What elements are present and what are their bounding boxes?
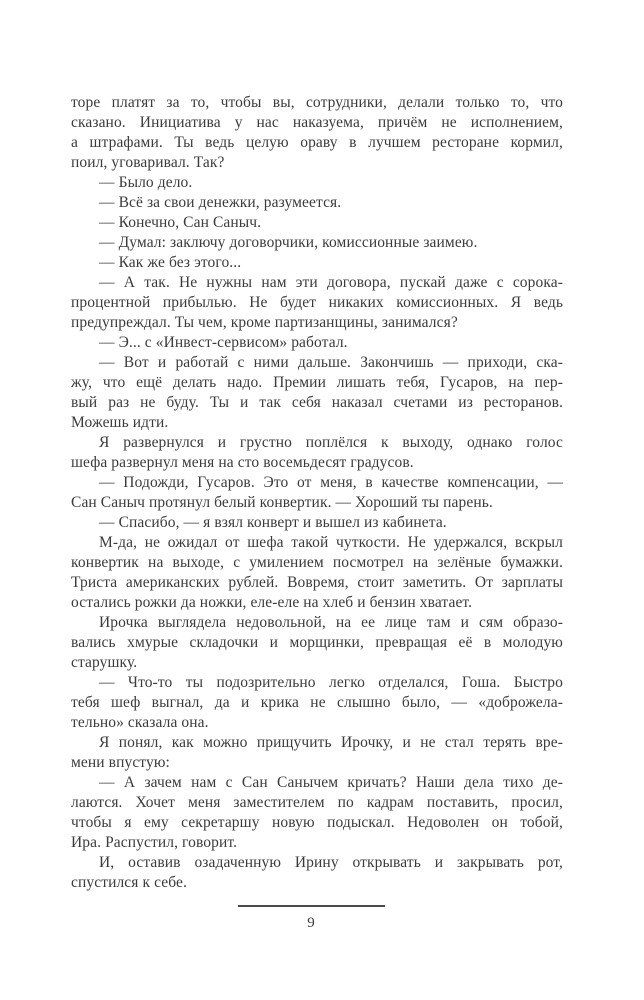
- text-line: вались хмурые складочки и морщинки, превращая её в молодую: [71, 634, 563, 651]
- text-line: Сан Саныч протянул белый конвертик. — Хороший ты парень.: [71, 494, 493, 511]
- text-line: — Вот и работай с ними дальше. Закончишь — приходи, ска-: [99, 354, 563, 371]
- text-line: остались рожки да ножки, еле-еле на хлеб и бензин хватает.: [71, 594, 473, 611]
- text-line: жу, что ещё делать надо. Премии лишать тебя, Гусаров, на пер-: [71, 374, 563, 391]
- text-line: старушку.: [71, 654, 138, 671]
- footer-rule: [238, 905, 385, 907]
- text-line: — Э... с «Инвест-сервисом» работал.: [99, 334, 348, 351]
- text-line: тебя шеф выгнал, да и крика не слышно было, — «доброжела-: [71, 694, 563, 711]
- text-line: спустился к себе.: [71, 874, 187, 891]
- text-line: Триста американских рублей. Вовремя, стоит заметить. От зарплаты: [71, 574, 563, 591]
- page-number: 9: [307, 914, 315, 931]
- text-line: — Было дело.: [99, 174, 193, 191]
- text-line: шефа развернул меня на сто восемьдесят градусов.: [71, 454, 414, 471]
- text-line: предупреждал. Ты чем, кроме партизанщины, занимался?: [71, 314, 458, 331]
- page-text: [71, 93, 563, 893]
- text-line: мени впустую:: [71, 754, 170, 771]
- text-line: — Как же без этого...: [99, 254, 242, 271]
- text-line: процентной прибылью. Не будет никаких комиссионных. Я ведь: [71, 294, 563, 311]
- text-line: тельно» сказала она.: [71, 714, 209, 731]
- text-line: сказано. Инициатива у нас наказуема, причём не исполнением,: [71, 114, 563, 131]
- text-line: Ира. Распустил, говорит.: [71, 834, 238, 851]
- text-line: торе платят за то, чтобы вы, сотрудники, делали только то, что: [71, 94, 563, 111]
- text-line: Ирочка выглядела недовольной, на ее лице там и сям образо-: [99, 614, 563, 631]
- text-line: — А так. Не нужны нам эти договора, пускай даже с сорока-: [99, 274, 563, 291]
- text-line: — Спасибо, — я взял конверт и вышел из кабинета.: [99, 514, 447, 531]
- text-line: лаются. Хочет меня заместителем по кадрам поставить, просил,: [71, 794, 563, 811]
- text-line: — Подожди, Гусаров. Это от меня, в качестве компенсации, —: [99, 474, 563, 491]
- text-line: — А зачем нам с Сан Санычем кричать? Наши дела тихо де-: [99, 774, 563, 791]
- text-line: — Что-то ты подозрительно легко отделался, Гоша. Быстро: [99, 674, 563, 691]
- text-line: чтобы я ему секретаршу новую подыскал. Недоволен он тобой,: [71, 814, 563, 831]
- text-line: — Всё за свои денежки, разумеется.: [99, 194, 342, 211]
- text-line: а штрафами. Ты ведь целую ораву в лучшем ресторане кормил,: [71, 134, 563, 151]
- text-line: Я развернулся и грустно поплёлся к выходу, однако голос: [99, 434, 563, 451]
- page-footer: [65, 905, 557, 932]
- text-line: Я понял, как можно прищучить Ирочку, и не стал терять вре-: [99, 734, 563, 751]
- text-line: конвертик на выходе, с умилением посмотрел на зелёные бумажки.: [71, 554, 563, 571]
- text-line: вый раз не буду. Ты и так себя наказал счетами из ресторанов.: [71, 394, 563, 411]
- text-line: поил, уговаривал. Так?: [71, 154, 225, 171]
- text-line: И, оставив озадаченную Ирину открывать и закрывать рот,: [99, 854, 563, 871]
- text-line: — Думал: заключу договорчики, комиссионные заимею.: [99, 234, 478, 251]
- text-line: Можешь идти.: [71, 414, 169, 431]
- text-line: — Конечно, Сан Саныч.: [99, 214, 262, 231]
- text-line: М-да, не ожидал от шефа такой чуткости. Не удержался, вскрыл: [99, 534, 563, 551]
